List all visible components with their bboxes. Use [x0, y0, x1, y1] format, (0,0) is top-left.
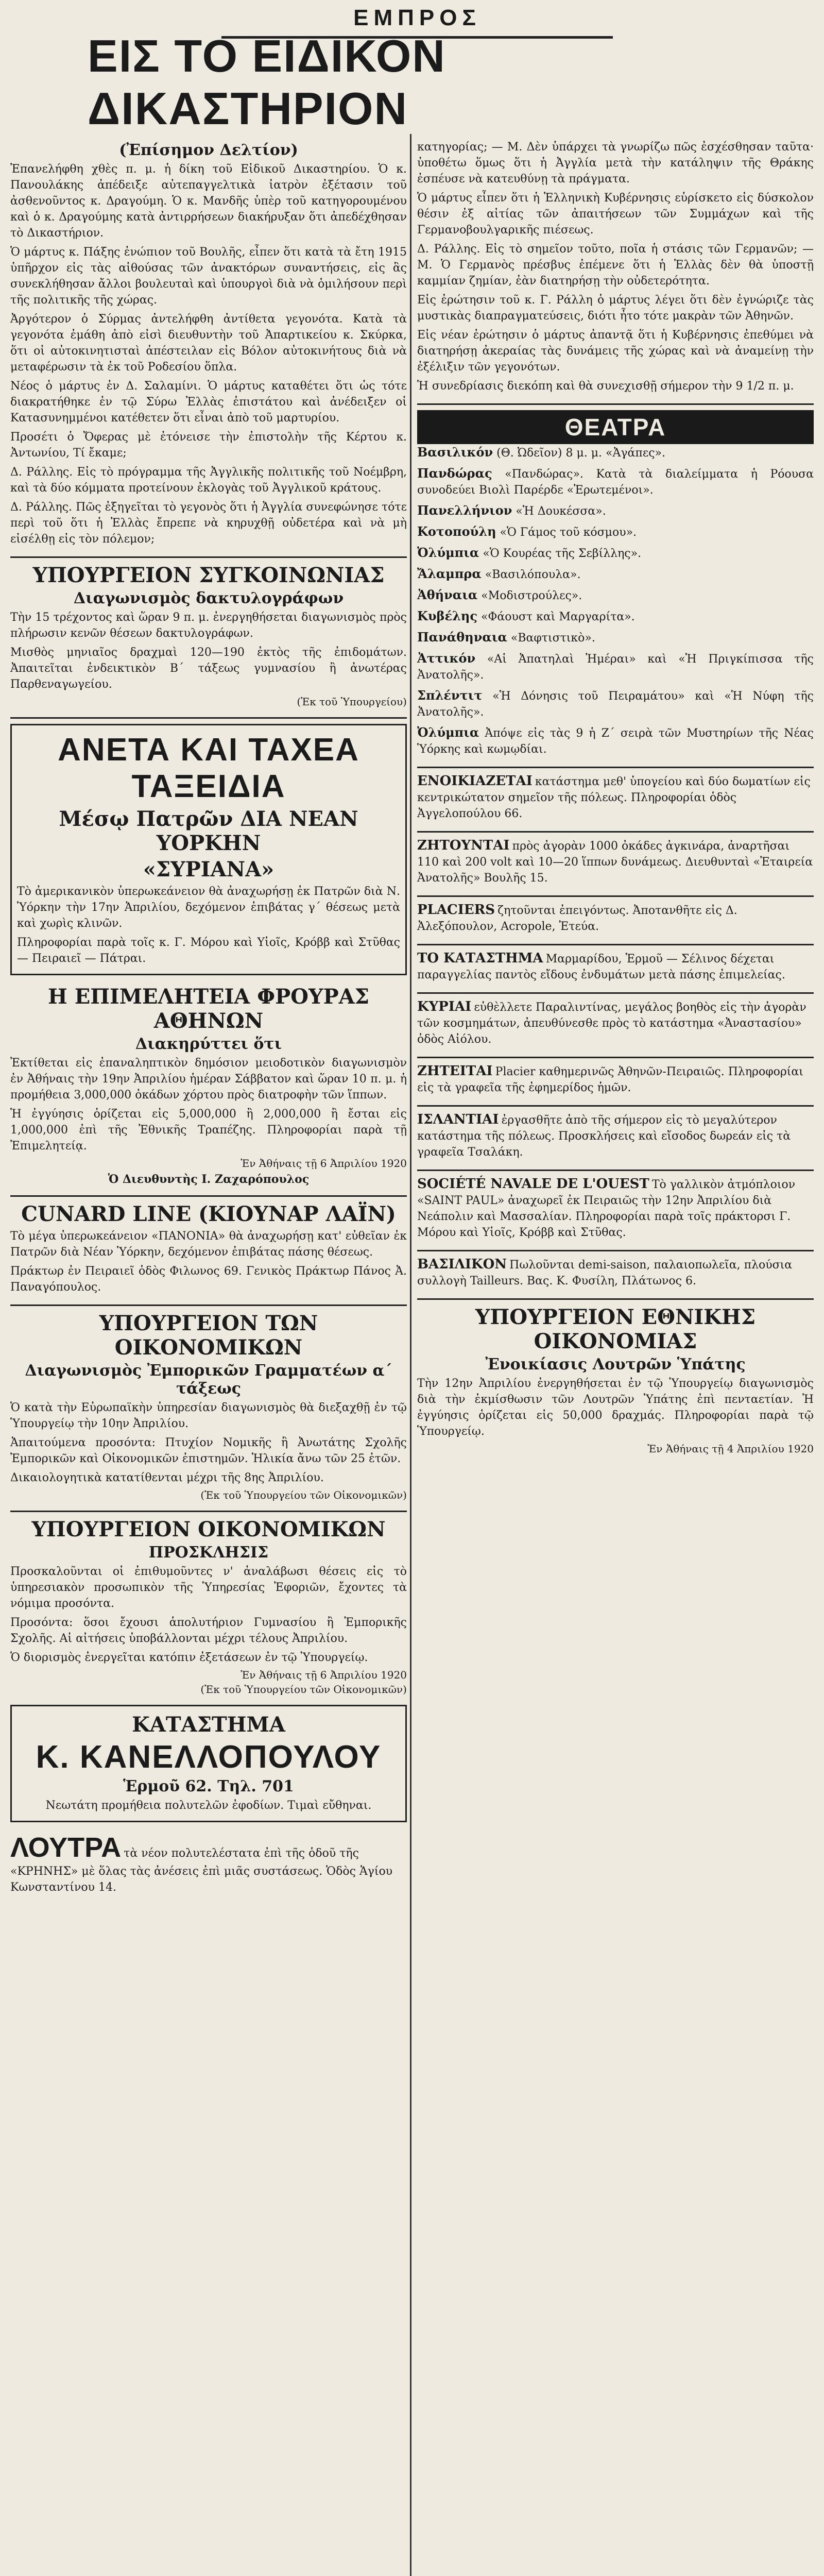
theatre-item [417, 724, 814, 757]
ad-signature: (Ἐκ τοῦ Ὑπουργείου τῶν Οἰκονομικῶν) [200, 1683, 407, 1696]
ad-ministry-economy [417, 1305, 814, 1455]
ad-paragraph: Τὸ ἀμερικανικὸν ὑπερωκεάνειον θὰ ἀναχωρήσῃ ἐκ Πατρῶν διὰ Ν. Ὑόρκην τὴν 17ην Ἀπριλίου, δεχόμενον ἐπιβάτας γ΄ θέσεως μετὰ καὶ χωρὶς κλινῶν. [17, 885, 400, 930]
theatre-item [417, 629, 814, 646]
ad-paragraph: Ἡ ἐγγύησις ὁρίζεται εἰς 5,000,000 ἢ 2,000,000 ἢ ἔσται εἰς 1,000,000 ἐπὶ τῆς Ἐθνικῆς Τραπέζης. Πληροφορίαι παρὰ τῇ Ἐπιμελητείᾳ. [10, 1108, 407, 1153]
classified-ad [417, 1250, 814, 1289]
classified-ad [417, 944, 814, 983]
theatre-program: «Βαφτιστικὸ». [510, 632, 595, 645]
divider [417, 767, 814, 768]
divider [417, 1250, 814, 1251]
ad-text: Πωλοῦνται demi-saison, παλαιοπωλεῖα, πλούσια συλλογὴ Tailleurs. Βας. Κ. Φυσίλη, Πλάτωνος 6. [417, 1259, 793, 1287]
ad-paragraph: Ὁ διορισμὸς ἐνεργεῖται κατόπιν ἐξετάσεων ἐν τῷ Ὑπουργείῳ. [10, 1651, 368, 1664]
ad-text: Τὸ γαλλικὸν ἀτμόπλοιον «SAINT PAUL» ἀναχωρεῖ ἐκ Πειραιῶς τὴν 12ην Ἀπριλίου διὰ Νεάπολιν καὶ Μασσαλίαν. Πληροφορίαι παρὰ τοῖς πράκτορσι Γ. Μόρου καὶ Υἱοῖς, Κρόββ καὶ Στῦθας. [417, 1178, 796, 1239]
theatre-program: «Ἡ Δόνησις τοῦ Πειραμάτου» καὶ «Ἡ Νύφη τῆς Ἀνατολῆς». [417, 690, 814, 719]
theatre-item [417, 444, 814, 461]
ad-subtitle: ΠΡΟΣΚΛΗΣΙΣ [148, 1544, 269, 1562]
divider [417, 1170, 814, 1171]
article-subtitle: (Ἐπίσημον Δελτίον) [119, 141, 298, 159]
ad-paragraph: Δικαιολογητικὰ κατατίθενται μέχρι τῆς 8ης Ἀπριλίου. [10, 1471, 324, 1484]
ad-title: ΚΑΤΑΣΤΗΜΑ [132, 1713, 285, 1737]
theatre-name: Ὀλύμπια [417, 545, 479, 560]
ad-title: ΤΟ ΚΑΤΑΣΤΗΜΑ [417, 951, 543, 966]
classified-ad [417, 992, 814, 1047]
ad-paragraph: Μισθὸς μηνιαῖος δραχμαὶ 120—190 ἐκτὸς τῆς ἐπιδομάτων. Ἀπαιτεῖται ἐνδεικτικὸν Β΄ τάξεως γυμνασίου ἢ ἀνωτέρας Παρθεναγωγείου. [10, 646, 407, 691]
theatre-item [417, 523, 814, 540]
theatre-name: Βασιλικόν [417, 445, 493, 460]
ad-paragraph: Πληροφορίαι παρὰ τοῖς κ. Γ. Μόρου καὶ Υἱοῖς, Κρόββ καὶ Στῦθας — Πειραιεῖ — Πάτραι. [17, 936, 400, 965]
article-paragraph: Δ. Ράλλης. Πῶς ἐξηγεῖται τὸ γεγονὸς ὅτι ἡ Ἀγγλία συνεφώνησε τότε περὶ τοῦ ὅτι ἡ Ἑλλὰς ἔπρεπε νὰ κηρυχθῇ οὐδετέρα καὶ νὰ μὴ εἰσέλθῃ εἰς τὸν πόλεμον; [10, 501, 407, 546]
ad-subtitle: Ἐνοικίασις Λουτρῶν Ὑπάτης [485, 1355, 746, 1374]
divider [10, 1304, 407, 1306]
article-paragraph: Δ. Ράλλης. Εἰς τὸ σημεῖον τοῦτο, ποῖα ἡ στάσις τῶν Γερμανῶν; — Μ. Ὁ Γερμανὸς πρέσβυς ἐπέμενε ὅτι ἡ Ἑλλὰς δὲν θὰ ὑποστῇ καμμίαν ζημίαν, ἐὰν διατηρήσῃ τὴν οὐδετερότητα. [417, 243, 814, 287]
ad-signature: Ὁ Διευθυντὴς Ι. Ζαχαρόπουλος [108, 1173, 310, 1186]
ad-paragraph: Ἐκτίθεται εἰς ἐπαναληπτικὸν δημόσιον μειοδοτικὸν διαγωνισμὸν ἐν Ἀθήναις τὴν 19ην Ἀπριλίου ἡμέραν Σάββατον καὶ ὥραν 10 π. μ. ἡ προμήθεια 3,000,000 ὀκάδων χόρτου πρὸς διατροφὴν τῶν ἵππων. [10, 1057, 407, 1101]
ad-place: Ἐν Ἀθήναις τῇ 4 Ἀπριλίου 1920 [647, 1443, 814, 1455]
divider [417, 992, 814, 994]
ad-ministry-communications [10, 563, 407, 708]
ad-text: κατάστημα μεθ' ὑπογείου καὶ δύο δωματίων εἰς κεντρικώτατον σημεῖον τῆς πόλεως. Πληροφορίαι ὁδὸς Ἀγγελοπούλου 66. [417, 775, 811, 820]
article-paragraph: Ἐπανελήφθη χθὲς π. μ. ἡ δίκη τοῦ Εἰδικοῦ Δικαστηρίου. Ὁ κ. Πανουλάκης ἀπέδειξε αὐτεπαγγελτικὰ ἰατρὸν ἐξέτασιν τοῦ ἀσθενοῦντος κ. Δραγούμη. Ὁ κ. Μανδῆς ὑπὲρ τοῦ κατηγορουμένου καὶ ὁ κ. Δραγούμης κατὰ ἀντιρρήσεων διακήρυξαν ὅτι ἀπεδέχθησαν τὸ Δικαστήριον. [10, 163, 407, 240]
theatres-title: ΘΕΑΤΡΑ [417, 410, 814, 444]
ad-title: ΥΠΟΥΡΓΕΙΟΝ ΟΙΚΟΝΟΜΙΚΩΝ [31, 1517, 386, 1541]
theatre-item [417, 587, 814, 604]
theatre-item [417, 650, 814, 683]
ad-subtitle: Μέσῳ Πατρῶν ΔΙΑ ΝΕΑΝ ΥΟΡΚΗΝ [59, 807, 358, 855]
theatre-name: Πανελλήνιον [417, 503, 512, 518]
theatre-name: Ἄλαμπρα [417, 566, 482, 581]
theatre-item [417, 608, 814, 625]
ad-title: ΛΟΥΤΡΑ [10, 1832, 122, 1863]
article-paragraph: Νέος ὁ μάρτυς ἐν Δ. Σαλαμίνι. Ὁ μάρτυς καταθέτει ὅτι ὡς τότε διακρατήθηκε ἐν τῷ Σύρω Ἐλλὰς ἐπιστάτου καὶ ἀνέδειξεν οἱ Κατασυνημμένοι κατέθετεν ὅτι εἶναι ἀπὸ τοῦ μαρτυρίου. [10, 380, 407, 425]
theatre-program: «Πανδώρας». Κατὰ τὰ διαλείμματα ἡ Ρόουσα συνοδεύει Βιολὶ Παρέρδε «Ἐρωτεμένοι». [417, 468, 814, 497]
classified-ad [417, 895, 814, 935]
classified-ad [417, 1057, 814, 1096]
masthead: ΕΜΠΡΟΣ [221, 0, 613, 39]
theatre-name: Ἀθήναια [417, 587, 478, 602]
ad-paragraph: Προσόντα: ὅσοι ἔχουσι ἀπολυτήριον Γυμνασίου ἢ Ἐμπορικῆς Σχολῆς. Αἱ αἰτήσεις ὑποβάλλονται μέχρι τέλους Ἀπριλίου. [10, 1616, 407, 1645]
divider [10, 556, 407, 558]
ad-title: SOCIÉTÉ NAVALE DE L'OUEST [417, 1176, 649, 1192]
ad-paragraph: Νεωτάτη προμήθεια πολυτελῶν ἐφοδίων. Τιμαὶ εὔθηναι. [45, 1799, 372, 1812]
ad-title: CUNARD LINE (ΚΙΟΥΝΑΡ ΛΑΪΝ) [21, 1202, 396, 1226]
ad-kanellopoulou [10, 1705, 407, 1822]
divider [417, 895, 814, 897]
theatre-program: (Θ. Ὠδεῖον) 8 μ. μ. «Ἀγάπες». [496, 447, 666, 460]
divider [417, 1057, 814, 1058]
ad-paragraph: Τὴν 12ην Ἀπριλίου ἐνεργηθήσεται ἐν τῷ Ὑπουργείῳ διαγωνισμὸς διὰ τὴν ἐκμίσθωσιν τῶν Λουτρῶν Ὑπάτης ἐπὶ πενταετίαν. Ἡ ἐγγύησις ὁρίζεται εἰς 50,000 δραχμάς. Πληροφορίαι παρὰ τῷ Ὑπουργείῳ. [417, 1377, 814, 1438]
ad-subtitle: Διακηρύττει ὅτι [135, 1035, 282, 1053]
ad-paragraph: Ὁ κατὰ τὴν Εὐρωπαϊκὴν ὑπηρεσίαν διαγωνισμὸς θὰ διεξαχθῇ ἐν τῷ Ὑπουργείῳ τὴν 10ην Ἀπριλίου. [10, 1401, 407, 1430]
ad-title: PLACIERS [417, 902, 495, 918]
article-paragraph: Ἡ συνεδρίασις διεκόπη καὶ θὰ συνεχισθῇ σήμερον τὴν 9 1/2 π. μ. [417, 380, 794, 393]
article-paragraph: κατηγορίας; — Μ. Δὲν ὑπάρχει τὰ γνωρίζω πῶς ἐσχέσθησαν ταῦτα· ὑποθέτω ὅμως ὅτι ἡ Ἀγγλία μετὰ τὴν κατάληψιν τῆς Θράκης ἐσπέυσε νὰ κατευθύνῃ τὰ πράγματα. [417, 141, 814, 185]
ad-text: Μαρμαρίδου, Ἑρμοῦ — Σέλινος δέχεται παραγγελίας παντὸς εἴδους ἐνδυμάτων μετὰ πάσης ἐπιμελείας. [417, 953, 785, 981]
ad-text: εὐθὲλλετε Παραλιντίνας, μεγάλος βοηθὸς εἰς τὴν ἀγορὰν τῶν κοσμημάτων, ἀπευθύνεσθε πρὸς τὸ κατάστημα «Ἀναστασίου» ὁδὸς Αἰόλου. [417, 1001, 806, 1046]
left-column [10, 139, 407, 1905]
theatre-item [417, 465, 814, 498]
ad-text: Placier καθημερινῶς Ἀθηνῶν-Πειραιῶς. Πληροφορίαι εἰς τὰ γραφεῖα τῆς ἐφημερίδος ἡμῶν. [417, 1065, 803, 1094]
ad-text: ζητοῦνται ἐπειγόντως. Ἀποτανθῆτε εἰς Δ. Ἀλεξόπουλον, Acropole, Ἐτεύα. [417, 904, 737, 933]
ad-subtitle: Διαγωνισμὸς δακτυλογράφων [73, 589, 344, 607]
theatre-list [417, 444, 814, 757]
divider [417, 1105, 814, 1107]
ad-ministry-finance-2 [10, 1517, 407, 1696]
ad-baths [10, 1832, 407, 1895]
theatre-program: «Ἡ Δουκέσσα». [516, 505, 606, 518]
ad-title: ΥΠΟΥΡΓΕΙΟΝ ΣΥΓΚΟΙΝΩΝΙΑΣ [32, 563, 385, 587]
article-paragraph: Εἰς ἐρώτησιν τοῦ κ. Γ. Ράλλη ὁ μάρτυς λέγει ὅτι δὲν ἐγνώριζε τὰς μυστικὰς διαπραγματεύσεις, διότι ἦτο τότε μακρὰν τῶν Ἀθηνῶν. [417, 294, 814, 323]
ad-place: Ἐν Ἀθήναις τῇ 6 Ἀπριλίου 1920 [241, 1669, 407, 1681]
divider [10, 717, 407, 719]
ad-signature: (Ἐκ τοῦ Ὑπουργείου) [297, 696, 407, 708]
theatre-item [417, 687, 814, 720]
ad-travel [10, 724, 407, 975]
ad-subtitle: Διαγωνισμὸς Ἐμπορικῶν Γραμματέων α΄ τάξεως [25, 1362, 392, 1398]
ad-paragraph: Ἀπαιτούμενα προσόντα: Πτυχίον Νομικῆς ἢ Ἀνωτάτης Σχολῆς Ἐμπορικῶν καὶ Οἰκονομικῶν ἐπιστημῶν. Ἡλικία ἄνω τῶν 25 ἐτῶν. [10, 1436, 407, 1465]
ad-paragraph: τὰ νέον πολυτελέστατα ἐπὶ τῆς ὁδοῦ τῆς «ΚΡΗΝΗΣ» μὲ ὅλας τὰς ἀνέσεις ἐπὶ μιᾶς συστάσεως. Ὁδὸς Ἁγίου Κωνσταντίνου 14. [10, 1847, 393, 1894]
ad-title: ΥΠΟΥΡΓΕΙΟΝ ΕΘΝΙΚΗΣ ΟΙΚΟΝΟΜΙΑΣ [475, 1305, 756, 1353]
theatre-item [417, 545, 814, 562]
shop-address: Ἑρμοῦ 62. Τηλ. 701 [123, 1777, 294, 1795]
theatre-item [417, 566, 814, 583]
headline: ΕΙΣ ΤΟ ΕΙΔΙΚΟΝ ΔΙΚΑΣΤΗΡΙΟΝ [88, 30, 446, 134]
divider [417, 831, 814, 833]
ad-text: ἐργασθῆτε ἀπὸ τῆς σήμερον εἰς τὸ μεγαλύτερον κατάστημα τῆς πόλεως. Προσκλήσεις καὶ εἴσοδος δωρεάν εἰς τὰ γραφεῖα Τσαλάκη. [417, 1114, 791, 1159]
theatre-name: Κυβέλης [417, 608, 477, 623]
theatre-name: Κοτοπούλη [417, 524, 496, 539]
ad-paragraph: Τὴν 15 τρέχοντος καὶ ὥραν 9 π. μ. ἐνεργηθήσεται διαγωνισμὸς πρὸς πλήρωσιν κενῶν θέσεων δακτυλογράφων. [10, 611, 407, 640]
classified-ads [417, 773, 814, 1289]
divider [417, 1298, 814, 1300]
article-right [417, 139, 814, 394]
divider [10, 1511, 407, 1512]
ad-title: ΒΑΣΙΛΙΚΟΝ [417, 1257, 507, 1272]
divider [417, 944, 814, 945]
column-divider [410, 134, 411, 2576]
article-paragraph: Εἰς νέαν ἐρώτησιν ὁ μάρτυς ἀπαντᾷ ὅτι ἡ Κυβέρνησις ἐπεθύμει νὰ διατηρήσῃ ἀκεραίας τὰς δυνάμεις τῆς χώρας καὶ νὰ ἀναμείνῃ τὴν ἐξέλιξιν τῶν γεγονότων. [417, 329, 814, 374]
ad-cunard [10, 1202, 407, 1295]
ad-title: Η ΕΠΙΜΕΛΗΤΕΙΑ ΦΡΟΥΡΑΣ ΑΘΗΝΩΝ [48, 985, 369, 1033]
article-paragraph: Δ. Ράλλης. Εἰς τὸ πρόγραμμα τῆς Ἀγγλικῆς πολιτικῆς τοῦ Νοέμβρη, καὶ τὰ δύο κόμματα προτείνουν ἐκλογὰς τοῦ Ἀγγλικοῦ κράτους. [10, 466, 407, 495]
classified-ad [417, 1105, 814, 1160]
theatre-program: «Βασιλόπουλα». [485, 568, 581, 581]
ad-title: ΖΗΤΕΙΤΑΙ [417, 1063, 493, 1079]
theatre-name: Πανάθηναια [417, 630, 507, 645]
article-paragraph: Ὁ μάρτυς κ. Πάξης ἐνώπιον τοῦ Βουλῆς, εἶπεν ὅτι κατὰ τὰ ἔτη 1915 ὑπῆρχον εἰς τὰς αἱθούσας τῶν ἀνακτόρων συναντήσεις, εἰς ἃς συνεκλήθησαν ἄλλοι βουλευταὶ καὶ ὑπουργοὶ διὰ νὰ ὁμιλήσουν περὶ τῆς πολιτικῆς τῆς χώρας. [10, 246, 407, 307]
ad-title: ΥΠΟΥΡΓΕΙΟΝ ΤΩΝ ΟΙΚΟΝΟΜΙΚΩΝ [99, 1311, 318, 1360]
theatre-program: «Ὁ Κουρέας τῆς Σεβίλλης». [483, 547, 642, 560]
theatre-program: Ἀπόψε εἰς τὰς 9 ἡ Ζ΄ σειρὰ τῶν Μυστηρίων τῆς Νέας Ὑόρκης καὶ κωμῳδίαι. [417, 727, 814, 756]
article-paragraph: Ἀργότερον ὁ Σύρμας ἀντελήφθη ἀντίθετα γεγονότα. Κατὰ τὰ γεγονότα ἐμάθη ἀπὸ εἰσὶ διευθυντὴν τοῦ Ἀπαρτικείου κ. Σκύρκα, ὅτι οἱ αὐτοκινητισταὶ ἀπέστειλαν εἰς Βόλον αὐτοκινήτους διὰ νὰ μεταφέρωσιν τὰ ἐκ τοῦ Ροδεσίου ὅπλα. [10, 313, 407, 374]
ship-name: «ΣΥΡΙΑΝΑ» [143, 857, 274, 882]
ad-signature: (Ἐκ τοῦ Ὑπουργείου τῶν Οἰκονομικῶν) [200, 1489, 407, 1501]
article-paragraph: Προσέτι ὁ Ὄφερας μὲ ἐτόνεισε τὴν ἐπιστολὴν τῆς Κέρτου κ. Ἀντωνίου, Τί ἔκαμε; [10, 431, 407, 460]
ad-paragraph: Προσκαλοῦνται οἱ ἐπιθυμοῦντες ν' ἀναλάβωσι θέσεις εἰς τὸ ὑπηρεσιακὸν προσωπικὸν τῆς Ὑπηρεσίας Ἐφοριῶν, ἔχοντες τὰ νόμιμα προσόντα. [10, 1565, 407, 1610]
theatre-name: Πανδώρας [417, 466, 492, 481]
theatre-item [417, 502, 814, 519]
classified-ad [417, 773, 814, 822]
shop-name: Κ. ΚΑΝΕΛΛΟΠΟΥΛΟΥ [36, 1739, 382, 1775]
theatre-program: «Ὁ Γάμος τοῦ κόσμου». [500, 526, 637, 539]
theatre-program: «Αἱ Ἀπατηλαὶ Ἡμέραι» καὶ «Ἡ Πριγκίπισσα τῆς Ἀνατολῆς». [417, 653, 814, 682]
ad-garrison [10, 985, 407, 1186]
theatre-name: Ἀττικόν [417, 651, 476, 666]
ad-paragraph: Πράκτωρ ἐν Πειραιεῖ ὁδὸς Φιλωνος 69. Γενικὸς Πράκτωρ Πάνος Ἀ. Παναγόπουλος. [10, 1265, 407, 1294]
article-paragraph: Ὁ μάρτυς εἶπεν ὅτι ἡ Ἑλληνικὴ Κυβέρνησις εὑρίσκετο εἰς δύσκολον θέσιν ἐξ αἰτίας τῶν ἀπαιτήσεων τῶν Συμμάχων καὶ τῆς Γερμανοβουλγαρικῆς πιέσεως. [417, 192, 814, 236]
ad-text: πρὸς ἀγορὰν 1000 ὀκάδες ἀγκινάρα, ἀναρτῆσαι 110 καὶ 200 volt καὶ 10—20 ἵππων δυνάμεως. Διευθυνταὶ «Ἐταιρεία Ἀνατολῆς» Βουλῆς 15. [417, 840, 813, 885]
article-left [10, 141, 407, 547]
theatre-program: «Μοδιστρούλες». [481, 589, 582, 602]
ad-place: Ἐν Ἀθήναις τῇ 6 Ἀπριλίου 1920 [241, 1157, 407, 1170]
theatre-name: Σπλέντιτ [417, 688, 483, 703]
ad-title: ΖΗΤΟΥΝΤΑΙ [417, 838, 510, 853]
ad-ministry-finance-1 [10, 1311, 407, 1501]
classified-ad [417, 831, 814, 886]
divider [10, 1195, 407, 1197]
divider [417, 403, 814, 405]
ad-title: ΙΣΛΑΝΤΙΑΙ [417, 1112, 499, 1127]
right-column [417, 139, 814, 1464]
ad-paragraph: Τὸ μέγα ὑπερωκεάνειον «ΠΑΝΟΝΙΑ» θὰ ἀναχωρήσῃ κατ' εὐθεῖαν ἐκ Πατρῶν διὰ Νέαν Ὑόρκην, δεχόμενον ἐπιβάτας πάσης θέσεως. [10, 1230, 407, 1259]
theatre-program: «Φάουστ καὶ Μαργαρίτα». [480, 611, 635, 623]
theatres [417, 410, 814, 757]
classified-ad [417, 1170, 814, 1241]
theatre-name: Ὀλύμπια [417, 725, 479, 740]
ad-title: ΑΝΕΤΑ ΚΑΙ ΤΑΧΕΑ ΤΑΞΕΙΔΙΑ [58, 732, 359, 804]
ad-title: ΕΝΟΙΚΙΑΖΕΤΑΙ [417, 773, 533, 789]
ad-title: ΚΥΡΙΑΙ [417, 999, 472, 1014]
